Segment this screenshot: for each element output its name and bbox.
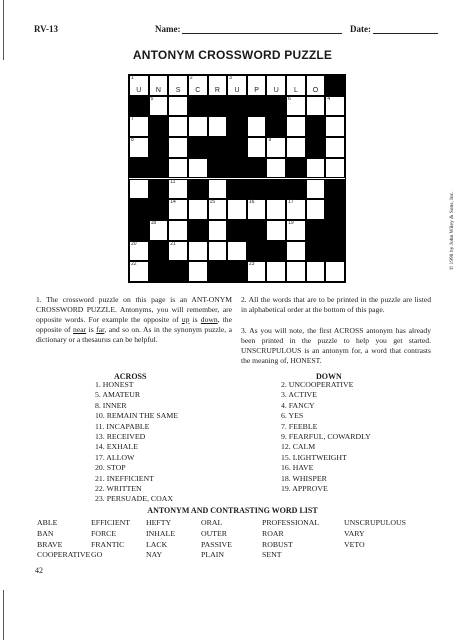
crossword-block xyxy=(129,220,149,241)
name-label: Name: xyxy=(155,24,181,34)
crossword-block xyxy=(149,116,169,137)
crossword-cell[interactable] xyxy=(149,75,169,96)
clue-number: 22 xyxy=(131,261,137,268)
crossword-block xyxy=(325,75,345,96)
answer-letter: O xyxy=(312,86,319,94)
crossword-cell[interactable] xyxy=(188,261,208,282)
crossword-cell[interactable] xyxy=(168,137,188,158)
crossword-block xyxy=(149,179,169,200)
crossword-cell[interactable] xyxy=(266,137,286,158)
crossword-cell[interactable] xyxy=(188,116,208,137)
crossword-cell[interactable] xyxy=(227,241,247,262)
crossword-cell[interactable] xyxy=(168,241,188,262)
crossword-cell[interactable] xyxy=(227,199,247,220)
crossword-block xyxy=(149,241,169,262)
clue-number: 14 xyxy=(170,199,176,206)
crossword-block xyxy=(266,241,286,262)
answer-letter: S xyxy=(175,86,181,94)
clue-number: 1 xyxy=(131,75,134,81)
crossword-block xyxy=(306,137,326,158)
clue-number: 2 xyxy=(189,75,193,81)
crossword-cell[interactable] xyxy=(306,158,326,179)
crossword-cell[interactable] xyxy=(286,199,306,220)
clue-item: 13. RECEIVED xyxy=(95,432,146,441)
crossword-cell[interactable] xyxy=(208,220,228,241)
clue-item: 1. HONEST xyxy=(95,380,134,389)
instruction-1 xyxy=(36,295,232,345)
clue-number: 9 xyxy=(268,137,272,144)
word-list-item: FORCE xyxy=(91,528,117,538)
answer-letter: U xyxy=(234,86,240,94)
answer-letter: N xyxy=(155,86,161,94)
crossword-block xyxy=(149,261,169,282)
clue-item: 10. REMAIN THE SAME xyxy=(95,411,179,421)
crossword-cell[interactable] xyxy=(306,261,326,282)
clue-item: 22. WRITTEN xyxy=(95,484,142,493)
clue-item: 17. ALLOW xyxy=(95,452,135,462)
answer-letter: C xyxy=(195,86,201,94)
crossword-block xyxy=(227,179,247,200)
clue-item: 16. HAVE xyxy=(281,463,314,473)
instruction-1-text-c: , the opposite of xyxy=(36,315,232,334)
crossword-block xyxy=(227,96,247,117)
clue-number: 5 xyxy=(150,95,154,102)
clue-item: 2. UNCOOPERATIVE xyxy=(281,380,354,389)
crossword-block xyxy=(247,158,267,179)
date-label: Date: xyxy=(350,24,371,34)
word-list-item: VARY xyxy=(344,528,365,538)
clue-number: 6 xyxy=(288,95,291,102)
crossword-block xyxy=(188,220,208,241)
clue-item: 21. INEFFICIENT xyxy=(95,473,154,483)
crossword-cell[interactable] xyxy=(266,220,286,241)
instruction-1-word-far: far xyxy=(96,325,105,334)
clue-item: 5. AMATEUR xyxy=(95,390,141,400)
crossword-block xyxy=(149,158,169,179)
crossword-cell[interactable] xyxy=(168,199,188,220)
word-list-item: ORAL xyxy=(201,518,223,527)
crossword-cell[interactable] xyxy=(247,199,267,220)
crossword-cell[interactable] xyxy=(286,137,306,158)
clue-item: 20. STOP xyxy=(95,463,126,473)
crossword-cell[interactable] xyxy=(149,220,169,241)
crossword-cell[interactable] xyxy=(208,116,228,137)
clue-item: 18. WHISPER xyxy=(281,473,327,483)
instruction-1-text-b: is xyxy=(189,315,201,324)
instruction-1-text-a: 1. The crossword puzzle on this page is an ANT-ONYM CROSSWORD PUZZLE. Antonyms, you will remember, are opposite words. For example the opposite of xyxy=(36,295,232,324)
instruction-1-text-e: , and so on. As in the synonym puzzle, a dictionary or a thesaurus can be helpful. xyxy=(36,325,232,344)
instruction-3: 3. As you will note, the first ACROSS antonym has already been printed in the puzzle to help you get started. UNSCRUPULOUS is an antonym for, a word that contrasts the meaning of, HONEST. xyxy=(241,326,431,365)
clue-number: 15 xyxy=(209,199,216,206)
clue-item: 9. FEARFUL, COWARDLY xyxy=(281,432,371,441)
crossword-block xyxy=(227,116,247,137)
word-list-item: LACK xyxy=(146,539,168,549)
crossword-block xyxy=(306,116,326,137)
crossword-cell[interactable] xyxy=(266,158,286,179)
word-list-item: NAY xyxy=(146,550,163,560)
crossword-cell[interactable] xyxy=(286,75,306,96)
crossword-cell[interactable] xyxy=(266,75,286,96)
crossword-cell[interactable] xyxy=(208,199,228,220)
word-list-item: UNSCRUPULOUS xyxy=(344,518,406,527)
crossword-cell[interactable] xyxy=(168,220,188,241)
crossword-block xyxy=(129,199,149,220)
crossword-cell[interactable] xyxy=(247,116,267,137)
crossword-block xyxy=(325,220,345,241)
word-list-item: ROBUST xyxy=(262,539,293,549)
crossword-cell[interactable] xyxy=(286,220,306,241)
word-list-item: SENT xyxy=(262,550,282,560)
crossword-cell[interactable] xyxy=(129,75,149,96)
answer-letter: U xyxy=(273,86,279,94)
word-list-item: ABLE xyxy=(37,518,58,527)
word-list-title: ANTONYM AND CONTRASTING WORD LIST xyxy=(147,506,318,515)
crossword-cell[interactable] xyxy=(306,75,326,96)
crossword-block xyxy=(149,137,169,158)
crossword-block xyxy=(247,220,267,241)
crossword-cell[interactable] xyxy=(286,116,306,137)
crossword-cell[interactable] xyxy=(208,241,228,262)
crossword-block xyxy=(247,96,267,117)
crossword-cell[interactable] xyxy=(266,261,286,282)
crossword-block xyxy=(266,116,286,137)
clue-number: 23 xyxy=(248,261,255,268)
crossword-block xyxy=(325,179,345,200)
word-list-item: BRAVE xyxy=(37,539,63,549)
crossword-cell[interactable] xyxy=(227,75,247,96)
crossword-cell[interactable] xyxy=(325,116,345,137)
clue-number: 11 xyxy=(170,178,176,185)
crossword-cell[interactable] xyxy=(129,116,149,137)
word-list-item: GO xyxy=(91,550,103,560)
clue-item: 15. LIGHTWEIGHT xyxy=(281,452,347,462)
crossword-cell[interactable] xyxy=(325,137,345,158)
clue-number: 20 xyxy=(131,240,137,247)
crossword-block xyxy=(266,96,286,117)
crossword-cell[interactable] xyxy=(168,116,188,137)
clue-item: 12. CALM xyxy=(281,442,316,452)
crossword-cell[interactable] xyxy=(168,158,188,179)
crossword-cell[interactable] xyxy=(286,241,306,262)
crossword-cell[interactable] xyxy=(188,241,208,262)
crossword-cell[interactable] xyxy=(208,179,228,200)
date-field-line[interactable] xyxy=(373,33,438,34)
crossword-cell[interactable] xyxy=(129,137,149,158)
crossword-block xyxy=(208,96,228,117)
word-list-item: BAN xyxy=(37,528,54,538)
crossword-block xyxy=(227,261,247,282)
crossword-cell[interactable] xyxy=(247,261,267,282)
clue-number: 4 xyxy=(327,95,331,102)
down-heading: DOWN xyxy=(316,372,342,381)
word-list-item: COOPERATIVE xyxy=(37,550,91,560)
clue-item: 11. INCAPABLE xyxy=(95,421,150,431)
clue-item: 7. FEEBLE xyxy=(281,421,318,431)
crossword-block xyxy=(227,220,247,241)
word-list-item: ROAR xyxy=(262,528,284,538)
word-list-item: PLAIN xyxy=(201,550,224,560)
name-field-line[interactable] xyxy=(182,33,342,34)
crossword-block xyxy=(129,158,149,179)
word-list-item: PASSIVE xyxy=(201,539,232,549)
clue-number: 19 xyxy=(288,219,294,226)
scan-edge-mark xyxy=(3,590,4,640)
worksheet-code: RV-13 xyxy=(34,24,59,34)
crossword-block xyxy=(286,158,306,179)
crossword-cell[interactable] xyxy=(306,179,326,200)
word-list-item: EFFICIENT xyxy=(91,518,130,527)
crossword-block xyxy=(188,96,208,117)
crossword-block xyxy=(129,96,149,117)
word-list-item: PROFESSIONAL xyxy=(262,518,320,527)
clue-item: 6. YES xyxy=(281,411,304,421)
clue-item: 23. PERSUADE, COAX xyxy=(95,494,173,504)
clue-item: 3. ACTIVE xyxy=(281,390,317,400)
clue-number: 16 xyxy=(248,199,255,206)
word-list-item: HEFTY xyxy=(146,518,172,527)
instruction-2: 2. All the words that are to be printed in the puzzle are listed in alphabetical order at the bottom of this page. xyxy=(241,295,431,314)
clue-item: 19. APPROVE xyxy=(281,484,328,493)
crossword-cell[interactable] xyxy=(247,137,267,158)
clue-number: 18 xyxy=(150,219,157,226)
crossword-cell[interactable] xyxy=(266,199,286,220)
crossword-cell[interactable] xyxy=(306,96,326,117)
word-list-item: OUTER xyxy=(201,528,227,538)
scan-edge-mark xyxy=(3,0,4,60)
answer-letter: U xyxy=(136,86,142,94)
crossword-cell[interactable] xyxy=(168,96,188,117)
crossword-cell[interactable] xyxy=(129,261,149,282)
page-title: ANTONYM CROSSWORD PUZZLE xyxy=(132,48,333,62)
crossword-block xyxy=(266,179,286,200)
crossword-cell[interactable] xyxy=(188,158,208,179)
instruction-1-word-down: down xyxy=(200,315,218,324)
crossword-cell[interactable] xyxy=(325,96,345,117)
crossword-cell[interactable] xyxy=(168,75,188,96)
crossword-block xyxy=(227,137,247,158)
clue-item: 8. INNER xyxy=(95,400,127,410)
crossword-block xyxy=(188,137,208,158)
crossword-block xyxy=(286,179,306,200)
clue-item: 4. FANCY xyxy=(281,400,315,410)
crossword-cell[interactable] xyxy=(325,158,345,179)
clue-number: 7 xyxy=(131,116,134,123)
crossword-block xyxy=(188,179,208,200)
page-number: 42 xyxy=(35,566,43,575)
crossword-cell[interactable] xyxy=(149,96,169,117)
crossword-cell[interactable] xyxy=(325,261,345,282)
crossword-block xyxy=(227,158,247,179)
crossword-block xyxy=(306,241,326,262)
clue-number: 3 xyxy=(229,75,232,81)
crossword-block xyxy=(325,241,345,262)
crossword-block xyxy=(168,261,188,282)
crossword-cell[interactable] xyxy=(247,75,267,96)
instruction-1-word-near: near xyxy=(73,325,87,334)
instruction-1-text-d: is xyxy=(86,325,97,334)
crossword-cell[interactable] xyxy=(286,96,306,117)
crossword-cell[interactable] xyxy=(188,75,208,96)
crossword-block xyxy=(208,261,228,282)
word-list-item: FRANTIC xyxy=(91,539,125,549)
answer-letter: P xyxy=(254,86,259,94)
instruction-1-word-up: up xyxy=(181,315,190,324)
word-list-item: INHALE xyxy=(146,528,176,538)
answer-letter: L xyxy=(293,86,298,94)
clue-number: 21 xyxy=(170,240,176,247)
crossword-block xyxy=(208,158,228,179)
crossword-cell[interactable] xyxy=(188,199,208,220)
crossword-block xyxy=(247,241,267,262)
answer-letter: R xyxy=(214,86,220,94)
crossword-block xyxy=(247,179,267,200)
crossword-cell[interactable] xyxy=(129,241,149,262)
crossword-cell[interactable] xyxy=(208,75,228,96)
crossword-block xyxy=(149,199,169,220)
copyright-notice: © 1998 by John Wiley & Sons, Inc. xyxy=(449,191,455,270)
crossword-block xyxy=(325,199,345,220)
clue-number: 8 xyxy=(131,137,134,144)
across-heading: ACROSS xyxy=(114,372,147,381)
crossword-cell[interactable] xyxy=(306,199,326,220)
word-list-item: VETO xyxy=(344,539,365,549)
crossword-block xyxy=(208,137,228,158)
crossword-cell[interactable] xyxy=(286,261,306,282)
clue-number: 17 xyxy=(288,199,294,206)
clue-item: 14. EXHALE xyxy=(95,442,138,452)
crossword-cell[interactable] xyxy=(168,179,188,200)
crossword-block xyxy=(306,220,326,241)
crossword-cell[interactable] xyxy=(129,179,149,200)
crossword-grid xyxy=(128,74,346,283)
